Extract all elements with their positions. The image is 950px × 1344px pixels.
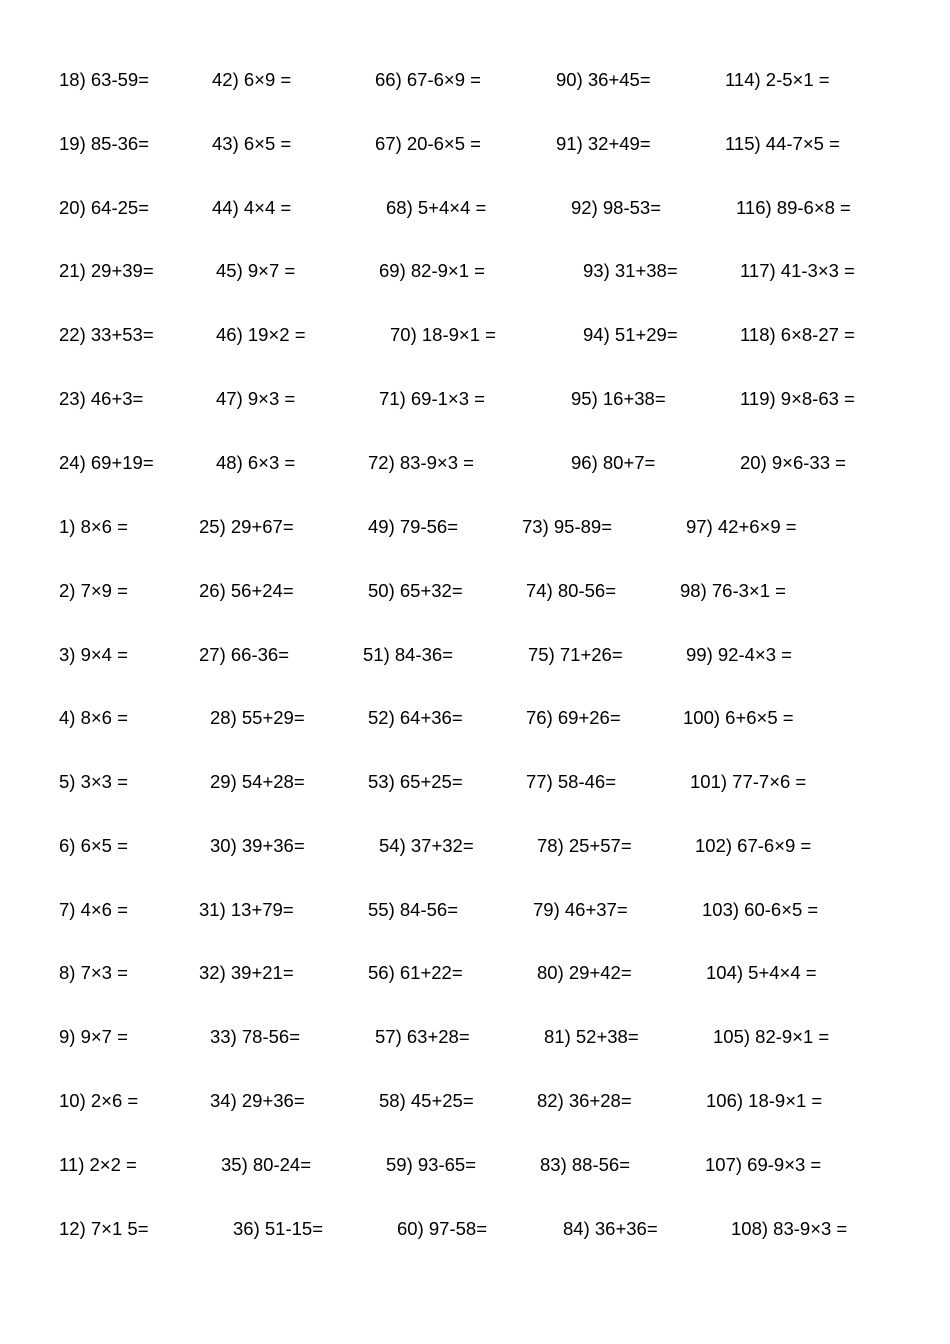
problem: 23) 46+3= xyxy=(59,388,144,409)
problem: 50) 65+32= xyxy=(368,580,463,601)
problem-row xyxy=(0,384,950,414)
problem: 79) 46+37= xyxy=(533,899,628,920)
problem: 83) 88-56= xyxy=(540,1154,630,1175)
problem: 92) 98-53= xyxy=(571,197,661,218)
problem: 77) 58-46= xyxy=(526,771,616,792)
problem-row xyxy=(0,640,950,670)
problem: 98) 76-3×1 = xyxy=(680,580,786,601)
problem: 70) 18-9×1 = xyxy=(390,324,496,345)
problem: 8) 7×3 = xyxy=(59,962,128,983)
problem: 4) 8×6 = xyxy=(59,707,128,728)
problem-row xyxy=(0,65,950,95)
problem: 59) 93-65= xyxy=(386,1154,476,1175)
problem-row xyxy=(0,767,950,797)
problem: 106) 18-9×1 = xyxy=(706,1090,823,1111)
problem-row xyxy=(0,256,950,286)
problem: 102) 67-6×9 = xyxy=(695,835,812,856)
problem: 11) 2×2 = xyxy=(59,1154,137,1175)
problem: 10) 2×6 = xyxy=(59,1090,139,1111)
problem: 72) 83-9×3 = xyxy=(368,452,474,473)
problem: 108) 83-9×3 = xyxy=(731,1218,848,1239)
problem: 34) 29+36= xyxy=(210,1090,305,1111)
problem: 9) 9×7 = xyxy=(59,1026,128,1047)
problem: 107) 69-9×3 = xyxy=(705,1154,822,1175)
problem: 25) 29+67= xyxy=(199,516,294,537)
problem-row xyxy=(0,831,950,861)
problem: 60) 97-58= xyxy=(397,1218,487,1239)
problem: 48) 6×3 = xyxy=(216,452,296,473)
problem: 101) 77-7×6 = xyxy=(690,771,807,792)
problem-row xyxy=(0,703,950,733)
problem: 97) 42+6×9 = xyxy=(686,516,797,537)
problem: 78) 25+57= xyxy=(537,835,632,856)
problem: 45) 9×7 = xyxy=(216,260,296,281)
problem: 80) 29+42= xyxy=(537,962,632,983)
problem: 104) 5+4×4 = xyxy=(706,962,817,983)
problem: 33) 78-56= xyxy=(210,1026,300,1047)
problem: 21) 29+39= xyxy=(59,260,154,281)
problem: 99) 92-4×3 = xyxy=(686,644,792,665)
problem: 5) 3×3 = xyxy=(59,771,128,792)
problem: 116) 89-6×8 = xyxy=(736,197,851,218)
problem: 12) 7×1 5= xyxy=(59,1218,149,1239)
problem: 103) 60-6×5 = xyxy=(702,899,819,920)
problem: 71) 69-1×3 = xyxy=(379,388,485,409)
problem: 76) 69+26= xyxy=(526,707,621,728)
problem: 95) 16+38= xyxy=(571,388,666,409)
problem: 81) 52+38= xyxy=(544,1026,639,1047)
problem: 22) 33+53= xyxy=(59,324,154,345)
problem-row xyxy=(0,129,950,159)
problem: 24) 69+19= xyxy=(59,452,154,473)
problem: 66) 67-6×9 = xyxy=(375,69,481,90)
problem-row xyxy=(0,1150,950,1180)
problem: 31) 13+79= xyxy=(199,899,294,920)
problem: 28) 55+29= xyxy=(210,707,305,728)
problem: 6) 6×5 = xyxy=(59,835,128,856)
problem: 68) 5+4×4 = xyxy=(386,197,487,218)
problem: 46) 19×2 = xyxy=(216,324,306,345)
problem: 54) 37+32= xyxy=(379,835,474,856)
problem-row xyxy=(0,1022,950,1052)
problem: 93) 31+38= xyxy=(583,260,678,281)
problem: 44) 4×4 = xyxy=(212,197,292,218)
problem: 58) 45+25= xyxy=(379,1090,474,1111)
problem: 73) 95-89= xyxy=(522,516,612,537)
problem: 51) 84-36= xyxy=(363,644,453,665)
problem-row xyxy=(0,1086,950,1116)
problem: 1) 8×6 = xyxy=(59,516,128,537)
problem: 47) 9×3 = xyxy=(216,388,296,409)
problem: 74) 80-56= xyxy=(526,580,616,601)
problem: 18) 63-59= xyxy=(59,69,149,90)
problem: 84) 36+36= xyxy=(563,1218,658,1239)
problem-row xyxy=(0,958,950,988)
problem: 49) 79-56= xyxy=(368,516,458,537)
problem: 20) 64-25= xyxy=(59,197,149,218)
problem: 35) 80-24= xyxy=(221,1154,311,1175)
problem: 100) 6+6×5 = xyxy=(683,707,794,728)
problem: 30) 39+36= xyxy=(210,835,305,856)
problem: 27) 66-36= xyxy=(199,644,289,665)
problem: 2) 7×9 = xyxy=(59,580,128,601)
problem: 105) 82-9×1 = xyxy=(713,1026,830,1047)
problem: 96) 80+7= xyxy=(571,452,656,473)
problem-row xyxy=(0,512,950,542)
problem-row xyxy=(0,576,950,606)
problem: 43) 6×5 = xyxy=(212,133,292,154)
problem: 82) 36+28= xyxy=(537,1090,632,1111)
problem-row xyxy=(0,193,950,223)
problem: 56) 61+22= xyxy=(368,962,463,983)
problem: 114) 2-5×1 = xyxy=(725,69,830,90)
problem-row xyxy=(0,448,950,478)
problem-row xyxy=(0,895,950,925)
problem: 7) 4×6 = xyxy=(59,899,128,920)
problem: 117) 41-3×3 = xyxy=(740,260,855,281)
problem: 91) 32+49= xyxy=(556,133,651,154)
problem: 118) 6×8-27 = xyxy=(740,324,855,345)
problem: 42) 6×9 = xyxy=(212,69,292,90)
problem: 115) 44-7×5 = xyxy=(725,133,840,154)
problem: 55) 84-56= xyxy=(368,899,458,920)
problem: 32) 39+21= xyxy=(199,962,294,983)
problem: 3) 9×4 = xyxy=(59,644,128,665)
problem-row xyxy=(0,320,950,350)
problem: 75) 71+26= xyxy=(528,644,623,665)
problem-row xyxy=(0,1214,950,1244)
problem: 67) 20-6×5 = xyxy=(375,133,481,154)
problem: 94) 51+29= xyxy=(583,324,678,345)
problem: 119) 9×8-63 = xyxy=(740,388,855,409)
problem: 19) 85-36= xyxy=(59,133,149,154)
problem: 20) 9×6-33 = xyxy=(740,452,846,473)
problem: 26) 56+24= xyxy=(199,580,294,601)
problem: 69) 82-9×1 = xyxy=(379,260,485,281)
problem: 53) 65+25= xyxy=(368,771,463,792)
problem: 57) 63+28= xyxy=(375,1026,470,1047)
problem: 36) 51-15= xyxy=(233,1218,323,1239)
problem: 90) 36+45= xyxy=(556,69,651,90)
problem: 52) 64+36= xyxy=(368,707,463,728)
problem: 29) 54+28= xyxy=(210,771,305,792)
